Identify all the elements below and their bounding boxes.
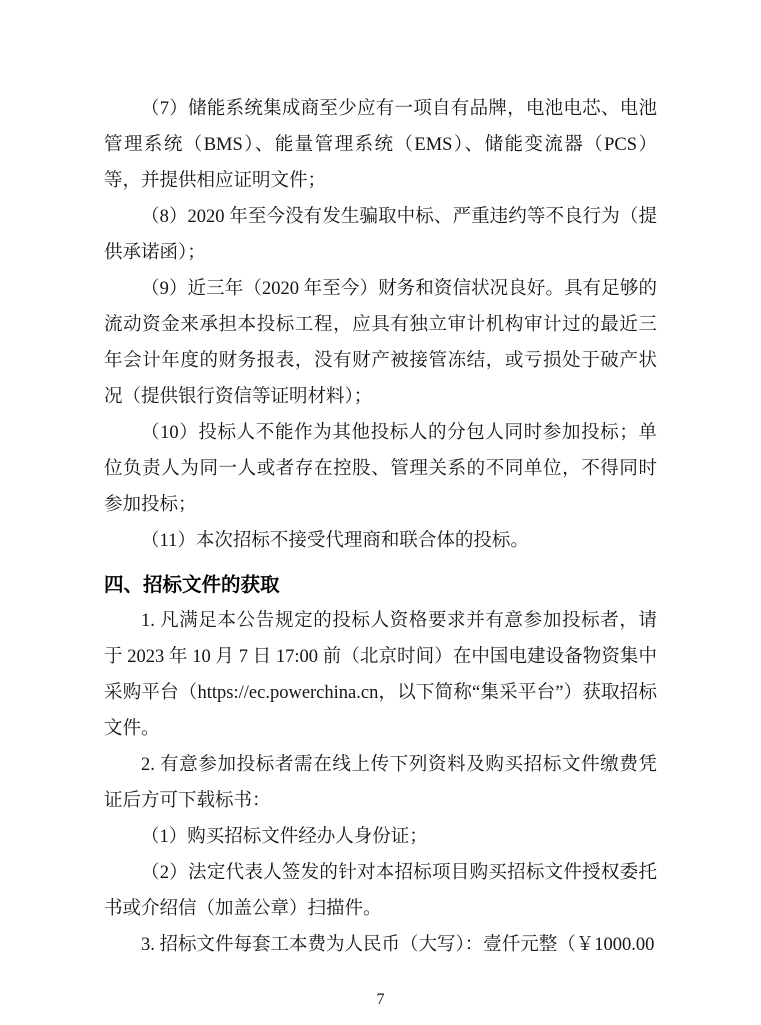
section-4-heading: 四、招标文件的获取 — [104, 574, 280, 596]
section-4-paragraph-2: 2. 有意参加投标者需在线上传下列资料及购买招标文件缴费凭证后方可下载标书： — [104, 755, 657, 811]
section-4-paragraph-3: 3. 招标文件每套工本费为人民币（大写）：壹仟元整（￥1000.00 — [141, 935, 655, 955]
clause-11-paragraph: （11）本次招标不接受代理商和联合体的投标。 — [141, 531, 529, 551]
section-4-paragraph-2-item-2: （2）法定代表人签发的针对本招标项目购买招标文件授权委托书或介绍信（加盖公章）扫描件。 — [104, 863, 657, 919]
section-4-paragraph-2-item-1: （1）购买招标文件经办人身份证； — [141, 827, 428, 847]
clause-8-paragraph: （8）2020 年至今没有发生骗取中标、严重违约等不良行为（提供承诺函）； — [104, 207, 657, 263]
document-content — [104, 0, 657, 963]
clause-9-paragraph: （9）近三年（2020 年至今）财务和资信状况良好。具有足够的流动资金来承担本投标工程，应具有独立审计机构审计过的最近三年会计年度的财务报表，没有财产被接管冻结，或亏损处于破产状况（提供银行资信等证明材料）； — [104, 279, 657, 407]
clause-7-paragraph: （7）储能系统集成商至少应有一项自有品牌，电池电芯、电池管理系统（BMS）、能量管理系统（EMS）、储能变流器（PCS）等，并提供相应证明文件； — [104, 99, 657, 191]
clause-10-paragraph: （10）投标人不能作为其他投标人的分包人同时参加投标；单位负责人为同一人或者存在控股、管理关系的不同单位，不得同时参加投标； — [104, 423, 657, 515]
page-number: 7 — [376, 991, 385, 1008]
section-4-paragraph-1: 1. 凡满足本公告规定的投标人资格要求并有意参加投标者，请于 2023 年 10 月 7 日 17:00 前（北京时间）在中国电建设备物资集中采购平台（https://ec.powerchina.cn，以下简称“集采平台”）获取招标文件。 — [104, 611, 657, 739]
